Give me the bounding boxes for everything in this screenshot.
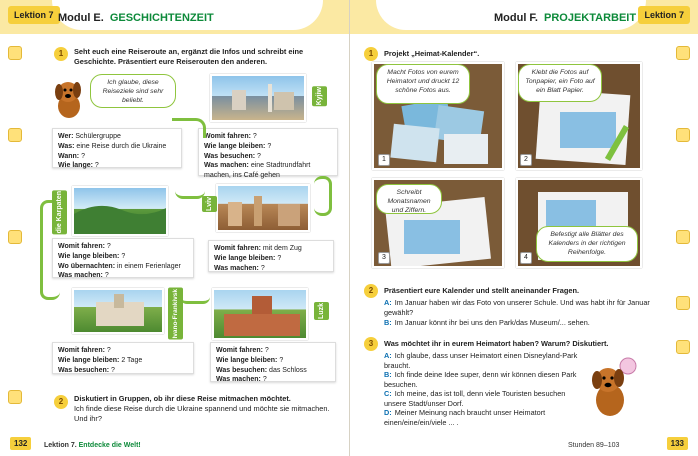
right-page: [349, 0, 698, 456]
city-label-luzk: Luzk: [314, 302, 329, 320]
info-box: Womit fahren: ? Wie lange bleiben: ? Was besuchen: das Schloss Was machen: ?: [210, 342, 336, 382]
dialogue-line: C: Ich meine, das ist toll, denn viele Touristen besuchen unsere Stadt/unser Dorf.: [384, 389, 566, 408]
info-box: Womit fahren: mit dem Zug Wie lange bleiben: ? Was machen: ?: [208, 240, 334, 272]
step-number: 4: [520, 252, 532, 264]
footer: Stunden 89–103: [568, 442, 620, 449]
group-icon: [8, 128, 22, 142]
task-number: 2: [54, 395, 68, 409]
dialogue-line: A: Ich glaube, dass unser Heimatort einen Disneyland-Park braucht.: [384, 351, 578, 370]
group-icon: [8, 230, 22, 244]
dialogue-line: B: Im Januar könnt ihr bei uns den Park/das Museum/... sehen.: [384, 318, 590, 327]
step-number: 3: [378, 252, 390, 264]
task-number: 1: [54, 47, 68, 61]
route-arrow: [180, 290, 210, 304]
module-title: Modul F. PROJEKTARBEIT: [494, 12, 637, 24]
page-number: 132: [10, 437, 31, 450]
group-icon: [8, 390, 22, 404]
task-instruction: Was möchtet ihr in eurem Heimatort haben? Warum? Diskutiert.: [384, 339, 609, 348]
task-number: 2: [364, 284, 378, 298]
info-box: Womit fahren: ? Wie lange bleiben: ? Was besuchen: ? Was machen: eine Stadtrundfahrt machen, ins Café gehen: [198, 128, 338, 176]
task-number: 1: [364, 47, 378, 61]
ivano-frankivsk-photo: [72, 288, 164, 334]
task-instruction: Projekt „Heimat-Kalender“.: [384, 49, 480, 58]
route-arrow: [175, 175, 205, 199]
footer: Lektion 7. Entdecke die Welt!: [44, 442, 141, 449]
group-icon: [676, 340, 690, 354]
speech-bubble: Befestigt alle Blätter des Kalenders in der richtigen Reihenfolge.: [536, 226, 638, 262]
group-icon: [676, 230, 690, 244]
luzk-photo: [212, 288, 308, 340]
kyjiw-photo: [210, 74, 306, 122]
group-icon: [676, 296, 690, 310]
city-label-ivano-frankivsk: Ivano-Frankivsk: [168, 288, 183, 340]
module-title: Modul E. GESCHICHTENZEIT: [58, 12, 214, 24]
lektion-tag: Lektion 7: [638, 6, 690, 24]
dog-mascot: [52, 78, 86, 120]
step-number: 1: [378, 154, 390, 166]
dialogue-line: B: Ich finde deine Idee super, denn wir können diesen Park besuchen.: [384, 370, 577, 389]
dog-mascot: [588, 356, 642, 418]
karpaten-photo: [72, 186, 168, 236]
group-icon: [676, 46, 690, 60]
route-arrow: [172, 118, 206, 138]
task-instruction: Seht euch eine Reiseroute an, ergänzt die Infos und schreibt eine Geschichte. Präsentiert eure Reiserouten den anderen.: [74, 47, 304, 66]
speech-bubble: Ich glaube, diese Reiseziele sind sehr beliebt.: [90, 74, 176, 108]
dialogue-line: D: Meiner Meinung nach braucht unser Heimatort einen/eine/ein/viele ... .: [384, 408, 546, 427]
route-arrow: [314, 176, 332, 216]
task-instruction: Präsentiert eure Kalender und stellt aneinander Fragen.: [384, 286, 580, 295]
city-label-lviv: Lviv: [202, 196, 217, 212]
lviv-photo: [216, 184, 310, 232]
step-number: 2: [520, 154, 532, 166]
dialogue-line: A: Im Januar haben wir das Foto von unserer Schule. Und was habt ihr für Januar gewählt?: [384, 298, 650, 317]
page-number: 133: [667, 437, 688, 450]
speech-bubble: Schreibt Monatsnamen und Ziffern.: [376, 184, 442, 214]
city-label-karpaten: die Karpaten: [52, 190, 67, 234]
task-number: 3: [364, 337, 378, 351]
info-box: Wer: Schülergruppe Was: eine Reise durch die Ukraine Wann: ? Wie lange: ?: [52, 128, 182, 168]
city-label-kyjiw: Kyjiw: [312, 86, 327, 106]
speech-bubble: Macht Fotos von eurem Heimatort und druckt 12 schöne Fotos aus.: [376, 64, 470, 104]
pencil-icon: [8, 46, 22, 60]
lektion-tag: Lektion 7: [8, 6, 60, 24]
info-box: Womit fahren: ? Wie lange bleiben: 2 Tage Was besuchen: ?: [52, 342, 194, 374]
group-icon: [676, 128, 690, 142]
info-box: Womit fahren: ? Wie lange bleiben: ? Wo übernachten: in einem Ferienlager Was machen: ?: [52, 238, 194, 278]
task-instruction: Diskutiert in Gruppen, ob ihr diese Reise mitmachen möchtet. Ich finde diese Reise durch die Ukraine spannend und möchte sie mitmachen. Und ihr?: [74, 394, 330, 423]
speech-bubble: Klebt die Fotos auf Tonpapier, ein Foto auf ein Blatt Papier.: [518, 64, 602, 102]
